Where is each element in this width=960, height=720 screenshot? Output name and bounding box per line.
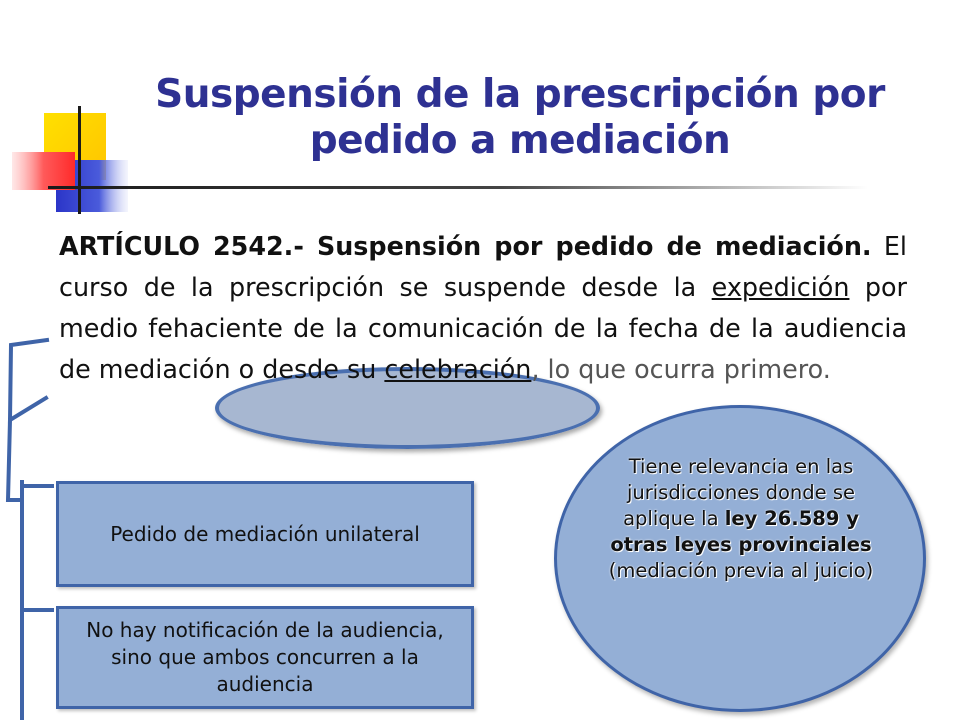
deco-vertical-line xyxy=(78,106,81,214)
article-text xyxy=(59,226,907,390)
article-text-1: El curso de la prescripción se suspende desde la xyxy=(59,231,907,302)
circle-text xyxy=(596,454,886,584)
slide-title xyxy=(140,72,900,164)
deco-red-square xyxy=(12,152,75,190)
title-line-1: Suspensión de la prescripción por xyxy=(155,72,885,117)
article-underlined-1: expedición xyxy=(711,272,850,302)
box-2-label: No hay notificación de la audiencia, sino que ambos concurren a la audiencia xyxy=(86,618,444,696)
circle-text-1: Tiene relevancia en las jurisdicciones donde se aplique la xyxy=(623,455,856,530)
no-notification-box xyxy=(56,606,474,709)
article-underlined-2: celebración xyxy=(384,354,532,384)
article-text-2: por medio fehaciente de la comunicación de la fecha de la audiencia de mediación o desde su xyxy=(59,272,907,384)
circle-text-2: (mediación previa al juicio) xyxy=(608,559,874,582)
title-divider xyxy=(48,186,868,189)
article-text-3: , lo que ocurra primero. xyxy=(531,354,831,384)
article-heading: ARTÍCULO 2542.- Suspensión por pedido de mediación. xyxy=(59,231,872,261)
box-1-label: Pedido de mediación unilateral xyxy=(110,522,420,546)
circle-bold-law: ley 26.589 y otras leyes provinciales xyxy=(610,507,872,556)
unilateral-request-box xyxy=(56,481,474,587)
title-line-2: pedido a mediación xyxy=(309,118,731,163)
